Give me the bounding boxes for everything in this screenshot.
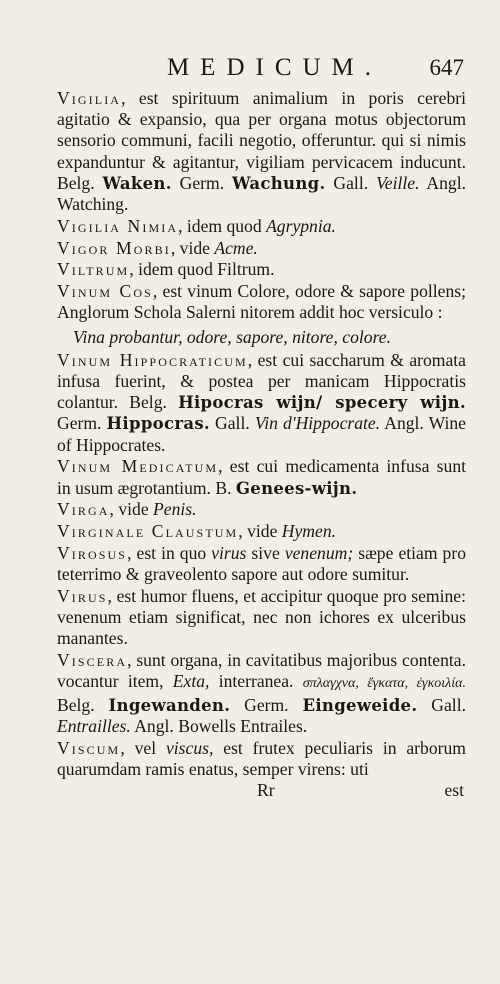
dictionary-entries: [57, 88, 466, 780]
italic-term: Veille.: [376, 172, 420, 193]
italic-term: Exta,: [172, 671, 210, 692]
entry-text: Gall.: [209, 413, 255, 434]
italic-term: viscus,: [165, 737, 214, 758]
entry-vigor-morbi: [57, 238, 466, 259]
entry-virginale-claustum: [57, 521, 466, 542]
entry-text: est frutex peculiaris in arborum quarumdam ramis enatus, semper virens: uti: [57, 737, 466, 779]
verse-quotation: Vina probantur, odore, sapore, nitore, colore.: [73, 326, 391, 347]
blackletter-term: Genees-wijn.: [235, 478, 358, 498]
entry-vinum-cos: [57, 281, 466, 323]
headword: Virus: [57, 586, 108, 607]
italic-term: Hymen.: [281, 521, 337, 542]
entry-text: , vide: [109, 499, 154, 520]
italic-term: Penis.: [153, 499, 197, 520]
entry-vigilia-nimia: [57, 216, 466, 237]
entry-text: Gall.: [325, 172, 376, 193]
page-footer: [57, 780, 466, 802]
page-number: 647: [429, 55, 464, 80]
italic-term: virus: [211, 543, 247, 564]
headword: Vinum Hippocraticum: [57, 349, 248, 370]
page-header: [57, 48, 466, 88]
headword: Viscera: [57, 650, 128, 671]
entry-text: , est humor fluens, et accipitur quoque pro semine: venenum etiam significat, nec non ichores ex ulceribus manantes.: [57, 586, 466, 649]
entry-text: Angl. Wine of Hippocrates.: [57, 413, 466, 455]
running-head: MEDICUM.: [166, 54, 383, 81]
italic-term: Acme.: [214, 237, 258, 258]
headword: Vinum Cos: [57, 281, 153, 302]
entry-viscum: [57, 738, 466, 780]
blackletter-term: Eingeweide.: [302, 695, 418, 715]
entry-text: Angl. Watching.: [57, 172, 466, 215]
entry-text: Gall.: [417, 694, 466, 715]
headword: Vigor Morbi: [57, 237, 171, 258]
headword: Vigilia Nimia: [57, 215, 179, 236]
entry-text: , est spirituum animalium in poris cerebri agitatio & expansio, qua per organa motus objectorum sensorio communi, facili negotio, offeruntur. qui si nimis expanduntur & agitantur, vigiliam pervicacem inducunt. Belg.: [57, 88, 466, 193]
entry-text: interranea.: [209, 671, 303, 692]
headword: Viltrum: [57, 259, 130, 280]
italic-term: Entrailles.: [57, 715, 131, 736]
headword: Virosus: [57, 543, 128, 564]
headword: Virga: [57, 499, 110, 520]
blackletter-term: Wachung.: [232, 173, 326, 193]
greek-term: σπλαγχνα, ἔγκατα, ἐγκοιλία.: [302, 676, 466, 692]
entry-text: Germ.: [57, 413, 107, 434]
entry-text: Germ.: [230, 694, 303, 715]
entry-text: Germ.: [171, 172, 233, 193]
entry-viltrum: [57, 259, 466, 280]
headword: Vigilia: [57, 88, 122, 108]
entry-text: sæpe etiam pro teterrimo & graveolento sapore aut odore sumitur.: [57, 543, 466, 585]
italic-term: venenum;: [284, 543, 354, 564]
headword: Virginale Claustum: [57, 521, 239, 542]
italic-term: Agrypnia.: [266, 215, 336, 236]
entry-virus: [57, 586, 466, 650]
entry-text: , est cui medicamenta infusa sunt in usum ægrotantium. B.: [57, 456, 466, 498]
blackletter-term: Hipocras wijn/ specery wijn.: [178, 393, 466, 413]
blackletter-term: Ingewanden.: [108, 695, 231, 715]
entry-text: , sunt organa, in cavitatibus majoribus contenta. vocantur item,: [57, 650, 466, 692]
signature-mark: Rr: [257, 780, 275, 801]
entry-text: , est cui saccharum & aromata infusa fuerint, & postea per manicam Hippocratis colantur. Belg.: [57, 349, 466, 413]
headword: Vinum Medicatum: [57, 456, 219, 477]
entry-text: , idem quod: [178, 215, 267, 236]
italic-term: Vin d'Hippocrate.: [254, 413, 381, 434]
blackletter-term: Hippocras.: [106, 414, 210, 434]
entry-text: sive: [246, 543, 285, 564]
entry-virga: [57, 499, 466, 520]
entry-text: , est vinum Colore, odore & sapore pollens; Anglorum Schola Salerni nitorem addit hoc versiculo :: [57, 281, 466, 323]
entry-viscera: [57, 650, 466, 737]
entry-text: Angl. Bowells Entrailes.: [130, 715, 308, 736]
entry-text: , est in quo: [127, 543, 212, 564]
entry-vigilia: [57, 88, 466, 215]
catchword: est: [444, 780, 464, 801]
entry-text: , vide: [238, 521, 282, 542]
entry-text: , vel: [120, 737, 166, 758]
entry-vinum-medicatum: [57, 456, 466, 498]
entry-text: , vide: [170, 237, 215, 258]
entry-text: , idem quod Filtrum.: [129, 259, 275, 280]
entry-vinum-hippocraticum: [57, 350, 466, 456]
headword: Viscum: [57, 737, 121, 758]
entry-text: Belg.: [57, 694, 109, 715]
blackletter-term: Waken.: [102, 173, 172, 193]
entry-virosus: [57, 543, 466, 585]
